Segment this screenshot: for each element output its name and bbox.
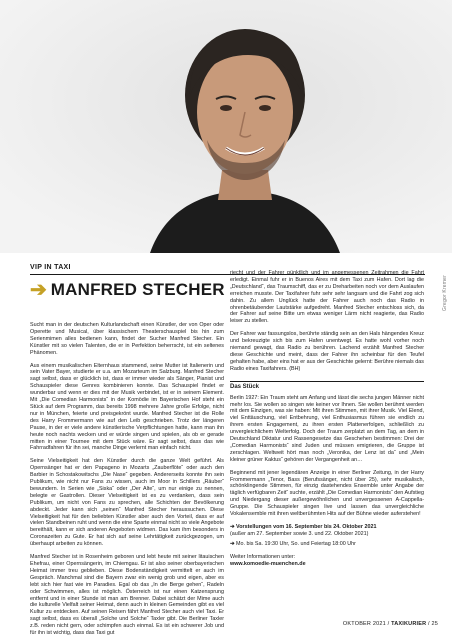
page-footer: OKTOBER 2021 / TAXIKURIER / 25 <box>342 621 438 627</box>
article-title: MANFRED STECHER <box>50 280 225 299</box>
times-text: Mo. bis Sa. 19:30 Uhr, So. und Feiertag 18:00 Uhr <box>236 540 356 547</box>
body-paragraph: Aus einem musikalischen Elternhaus stammend, seine Mutter ist Italienerin und sein Vater Bayer, studierte er u.a. am Mozarteum im Salzburg. Manfred Stecher sagt selbst, dass er glücklich ist, dass er immer wieder als Sänger, Pianist und Schauspieler diese Genres kombinieren konnte. Das Schauspiel findet er wunderbar und wenn er dies mit der Musik verbindet, ist er in seinem Element. Mit „Die Comedian Harmonists“ in der Komödie im Bayerischen Hof steht ein Stück auf dem Programm, das bereits 1998 mehrere Jahre große Erfolge, nicht nur in München, feierte und preisgekrönt wurde. Manfred Stecher ist die Rolle des Harry Frommermann wie auf den Leib geschrieben. Trotz der längeren Pause, in der er viele andere künstlerische Verpflichtungen hatte, kann man ihn heute noch nachts wecken und er würde singen und spielen, als ob er gerade mitten in einer Tournee mit dem Stück wäre. Er sagt selbst, dass das wie Fahrradfahren für ihn sei, manche Dinge verlernt man einfach nicht. <box>30 362 224 452</box>
arrow-icon: ➔ <box>230 524 235 530</box>
footer-magazine: TAXIKURIER <box>391 621 427 627</box>
portrait-illustration <box>0 0 452 253</box>
article-headline <box>30 280 225 300</box>
website-info <box>230 554 424 568</box>
performances-note: (außer am 27. September sowie 3. und 22. Oktober 2021) <box>230 530 369 537</box>
hero-photo <box>0 0 452 253</box>
footer-issue: OKTOBER 2021 <box>342 621 386 627</box>
body-paragraph: Manfred Stecher ist in Rosenheim geboren und lebt heute mit seiner litauischen Ehefrau, einer Opernsängerin, im Chiemgau. Er ist also seiner oberbayerischen Heimat immer treu geblieben. Diese Bodenständigkeit vermittelt er auch im Gespräch. Manchmal sind die Bayern zwar ein wenig grob und eigen, aber es lebt sich hier fast wie im Paradies. Egal ob das „In die Berge gehen“, Radeln oder Schwimmen, alles ist möglich. Österreich ist nur einen Katzensprung entfernt und in einer Stunde ist man am Brenner. Dabei schätzt der Mime auch die kulturelle Vielfalt seiner Heimat, denn auch in kleinen Gemeinden gibt es viel Kultur zu entdecken. Auf seinen Reisen fährt Manfred Stecher auch viel Taxi. Er sagt selbst, dass es überall „Solche und Solche“ Taxler gibt. Die Berliner Taxler z.B. reden nicht gern, oder schimpfen auch einmal. Es ist ein schwerer Job und für ihn ist wichtig, dass das Taxi gut <box>30 554 224 637</box>
box-title: Das Stück <box>230 383 260 390</box>
performance-dates <box>230 524 424 538</box>
article-column-right <box>230 270 424 568</box>
box-divider <box>230 381 424 382</box>
body-paragraph: Der Fahrer war fassungslos, berührte ständig sein an den Hals hängendes Kreuz und bekreuzigte sich bis zum Hafen unentwegt. Es hatte wohl vorher noch niemand gewagt, das Radio zu berühren. Lachend erzählt Manfred Stecher diese Geschichte und meint, dass der Fahrer ihn scheinbar für den Teufel gehalten habe, aber eins hat er aus der Geschichte gelernt: Berühre niemals das Radio eines Taxifahrers. (BH) <box>230 331 424 372</box>
performances-label: Vorstellungen vom 16. September bis 24. Oktober 2021 <box>236 524 377 530</box>
box-paragraph: Beginnend mit jener legendären Anzeige in einer Berliner Zeitung, in der Harry Frommermann „Tenor, Bass (Berufssänger, nicht über 25), sehr musikalisch, schönklingende Stimmen, für einzig dastehendes Ensemble unter Angabe der täglich verfügbaren Zeit“ suchte, erzählt „Die Comedian Harmonists“ den Aufstieg und Niedergang dieser außergewöhnlichen und unvergessenen A-Cappella-Gruppe. Die Schauspieler singen live und lassen das unvergleichliche Vokalensemble mit ihren weltberühmten Hits auf der Bühne wieder auferstehen! <box>230 469 424 518</box>
body-paragraph: Seine Vielseitigkeit hat den Künstler durch die ganze Welt geführt. Als Opernsänger hat er den Papageno in Mozarts „Zauberflöte“ oder auch den Barbier in Schostakowitschs „Die Nase“ gegeben. Andererseits konnte ihn sein Publikum, wie nicht nur Fans zu wissen, auch im Moor in Schillers „Räuber“ bewundern. In Serien wie „Siska“ oder „Der Alte“, um nur einige zu nennen, belegte er Gastrollen. Dieser Vielseitigkeit ist es zu verdanken, dass sein Publikum, um nicht von Fans zu sprechen, alle Schichten der Bevölkerung abdeckt. Jeder kann sich „seinen“ Manfred Stecher heraussuchen. Diese Vielseitigkeit hat für den beliebten Künstler aber auch den Vorteil, dass er auf vielen Standbeinen ruht und wenn die eine Sparte einmal nicht so viele Angebote bereithält, kann er sich anderen Angeboten widmen. Das kam ihm besonders in Coronazeiten zu Gute. Er hat sich auf seine Lehrtätigkeit zurückgezogen, um überhaupt arbeiten zu können. <box>30 458 224 548</box>
performance-times <box>230 541 424 548</box>
box-paragraph: Berlin 1927: Ein Traum steht am Anfang und lässt die sechs jungen Männer nicht mehr los. Sie wollen so singen wie keiner vor Ihnen. Sie wollen berühmt werden mit dem Einzigen, was sie haben: Mit ihren Stimmen, mit ihrer Musik. Viel Elend, viel Enttäuschung, viel Entbehrung, viel Enthusiasmus führen sie endlich zu ihrem ersten Engagement, zu ihren ersten Plattenerfolgen, schließlich zu unvergleichlichem Welterfolg. Doch der Traum zerplatzt an dem Tag, an dem in Deutschland Diktatur und Rassengesetze das Geschehen bestimmen: Drei der „Comedian Harmonists“ sind Juden und müssen emigrieren, die Gruppe ist zerschlagen. Weltweit hört man noch „Veronika, der Lenz ist da“ und „Mein kleiner grüner Kaktus“ gehören der Vergangenheit an… <box>230 394 424 463</box>
photo-credit: Gregor Kremer <box>442 275 448 311</box>
arrow-icon: ➔ <box>30 279 47 301</box>
arrow-icon: ➔ <box>230 540 235 547</box>
body-paragraph: Sucht man in der deutschen Kulturlandschaft einen Künstler, der von Oper oder Operette und Musical, über klassischem Theaterschauspiel bis hin zum Serienmimen alles bedienen kann, findet der Sucher Manfred Stecher. Ein Künstler mit so vielen Talenten, die er in Perfektion beherrscht, ist ein seltenes Phänomen. <box>30 322 224 356</box>
website-link[interactable]: www.komoedie-muenchen.de <box>230 560 306 567</box>
info-label: Weiter Informationen unter: <box>230 553 296 560</box>
footer-page-number: 25 <box>431 621 438 627</box>
body-paragraph: riecht und der Fahrer pünktlich und im angemessenen Zeitrahmen die Fahrt erledigt. Einmal fuhr er in Buenos Aires mit dem Taxi zum Hafen. Dort lag die „Deutschland“, das Traumschiff, das er zu Dreharbeiten noch vor dem Auslaufen erreichen musste. Der Taxifahrer fuhr sehr sehr langsam und die Fahrt zog sich dahin. Zu allem Unglück hatte der Fahrer auch noch das Radio in ohrenbetäubender Lautstärke aufgedreht. Manfred Stecher entschloss sich, da der Fahrer auf seine Bitte um etwas weniger Lärm nicht reagierte, das Radio leiser zu stellen. <box>230 270 424 325</box>
article-column-left <box>30 322 224 643</box>
section-kicker: VIP IN TAXI <box>30 264 71 271</box>
